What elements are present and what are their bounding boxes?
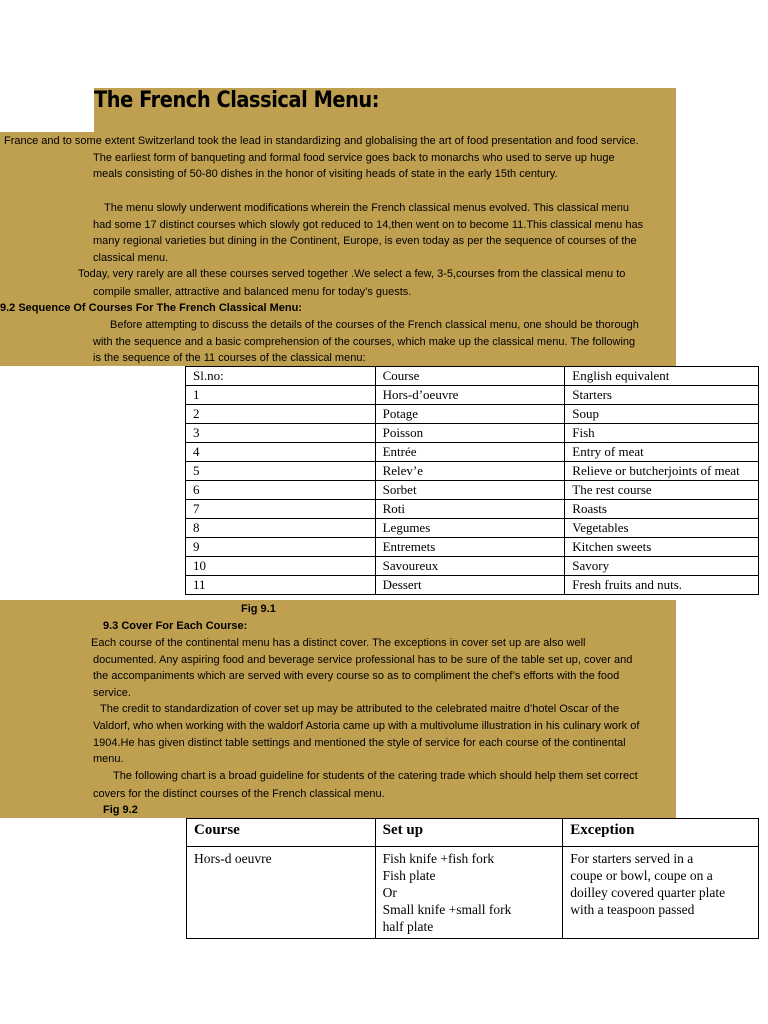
section-9-2-line-3: is the sequence of the 11 courses of the classical menu: bbox=[93, 352, 366, 364]
table-cell: 8 bbox=[186, 519, 376, 538]
section-9-3-line-7: 1904.He has given distinct table settings and mentioned the style of service for each course of the continental bbox=[93, 737, 626, 749]
table-cell: Relev’e bbox=[375, 462, 565, 481]
table-cell: Potage bbox=[375, 405, 565, 424]
table-cell: Relieve or butcherjoints of meat bbox=[565, 462, 759, 481]
table-row bbox=[186, 481, 759, 500]
table-cell: Poisson bbox=[375, 424, 565, 443]
course-cell: Hors-d oeuvre bbox=[187, 847, 376, 939]
intro-line-8: Today, very rarely are all these courses served together .We select a few, 3-5,courses from the classical menu to bbox=[78, 268, 626, 280]
section-9-3-line-4: service. bbox=[93, 687, 131, 699]
intro-line-1: France and to some extent Switzerland took the lead in standardizing and globalising the art of food presentation and food service. bbox=[4, 135, 639, 147]
table-row bbox=[186, 462, 759, 481]
section-9-3-line-5: The credit to standardization of cover set up may be attributed to the celebrated maitre d’hotel Oscar of the bbox=[100, 703, 620, 715]
table-cell: 4 bbox=[186, 443, 376, 462]
table-cell: 3 bbox=[186, 424, 376, 443]
header-cell: Exception bbox=[563, 819, 759, 847]
table-row bbox=[187, 847, 759, 939]
table-row bbox=[186, 443, 759, 462]
section-9-3-line-8: menu. bbox=[93, 753, 124, 765]
table-cell: 7 bbox=[186, 500, 376, 519]
table-cell: Dessert bbox=[375, 576, 565, 595]
intro-line-4: The menu slowly underwent modifications wherein the French classical menus evolved. This classical menu bbox=[104, 202, 629, 214]
table-header-row bbox=[187, 819, 759, 847]
table-row bbox=[186, 519, 759, 538]
section-9-2-line-2: with the sequence and a basic comprehension of the courses, which make up the classical menu. The following bbox=[93, 336, 636, 348]
table-cell: Vegetables bbox=[565, 519, 759, 538]
table-cell: 1 bbox=[186, 386, 376, 405]
intro-line-2: The earliest form of banqueting and formal food service goes back to monarchs who used to serve up huge bbox=[93, 152, 615, 164]
table-row bbox=[186, 557, 759, 576]
table-cell: Roasts bbox=[565, 500, 759, 519]
intro-line-6: many regional varieties but dining in the Continent, Europe, is even today as per the sequence of courses of the bbox=[93, 235, 637, 247]
intro-line-5: had some 17 distinct courses which slowly got reduced to 14,then went on to become 11.This classical menu has bbox=[93, 219, 644, 231]
exception-cell: For starters served in a coupe or bowl, coupe on a doilley covered quarter plate with a teaspoon passed bbox=[563, 847, 759, 939]
section-9-3-line-3: the accompaniments which are served with every course so as to compliment the chef’s efforts with the food bbox=[93, 670, 620, 682]
table-cell: 6 bbox=[186, 481, 376, 500]
table-cell: 5 bbox=[186, 462, 376, 481]
table-header-row bbox=[186, 367, 759, 386]
table-cell: 9 bbox=[186, 538, 376, 557]
section-9-2-heading: 9.2 Sequence Of Courses For The French Classical Menu: bbox=[0, 302, 302, 314]
table-cell: 10 bbox=[186, 557, 376, 576]
intro-line-7: classical menu. bbox=[93, 252, 169, 264]
courses-table bbox=[185, 366, 759, 595]
header-cell: Course bbox=[375, 367, 565, 386]
table-row bbox=[186, 424, 759, 443]
table-cell: Entrée bbox=[375, 443, 565, 462]
section-9-3-line-1: Each course of the continental menu has a distinct cover. The exceptions in cover set up are also well bbox=[91, 637, 586, 649]
table-cell: Hors-d’oeuvre bbox=[375, 386, 565, 405]
table-row bbox=[186, 386, 759, 405]
intro-line-9: compile smaller, attractive and balanced menu for today’s guests. bbox=[93, 286, 412, 298]
table-cell: 11 bbox=[186, 576, 376, 595]
table-cell: The rest course bbox=[565, 481, 759, 500]
table-cell: Entremets bbox=[375, 538, 565, 557]
intro-line-3: meals consisting of 50-80 dishes in the honor of visiting heads of state in the early 15th century. bbox=[93, 168, 558, 180]
table-cell: Soup bbox=[565, 405, 759, 424]
setup-cell: Fish knife +fish fork Fish plate Or Small knife +small fork half plate bbox=[375, 847, 563, 939]
table-cell: 2 bbox=[186, 405, 376, 424]
table-cell: Entry of meat bbox=[565, 443, 759, 462]
table-cell: Starters bbox=[565, 386, 759, 405]
table-row bbox=[186, 576, 759, 595]
header-cell: Course bbox=[187, 819, 376, 847]
table-row bbox=[186, 538, 759, 557]
fig-9-2-caption: Fig 9.2 bbox=[103, 804, 138, 816]
section-9-3-line-9: The following chart is a broad guideline for students of the catering trade which should help them set correct bbox=[113, 770, 638, 782]
table-cell: Savory bbox=[565, 557, 759, 576]
header-cell: Sl.no: bbox=[186, 367, 376, 386]
table-cell: Roti bbox=[375, 500, 565, 519]
page-title: The French Classical Menu: bbox=[94, 88, 380, 113]
table-row bbox=[186, 500, 759, 519]
table-cell: Legumes bbox=[375, 519, 565, 538]
section-9-3-line-6: Valdorf, who when working with the waldorf Astoria came up with a multivolume illustration in his culinary work of bbox=[93, 720, 640, 732]
table-cell: Fish bbox=[565, 424, 759, 443]
table-cell: Fresh fruits and nuts. bbox=[565, 576, 759, 595]
table-row bbox=[186, 405, 759, 424]
header-cell: Set up bbox=[375, 819, 563, 847]
fig-9-1-caption: Fig 9.1 bbox=[241, 603, 276, 615]
header-cell: English equivalent bbox=[565, 367, 759, 386]
cover-table bbox=[186, 818, 759, 939]
section-9-3-heading: 9.3 Cover For Each Course: bbox=[103, 620, 248, 632]
table-cell: Kitchen sweets bbox=[565, 538, 759, 557]
section-9-3-line-2: documented. Any aspiring food and beverage service professional has to be sure of the table set up, cover and bbox=[93, 654, 633, 666]
section-9-3-line-10: covers for the distinct courses of the French classical menu. bbox=[93, 788, 385, 800]
section-9-2-line-1: Before attempting to discuss the details of the courses of the French classical menu, one should be thorough bbox=[110, 319, 639, 331]
table-cell: Sorbet bbox=[375, 481, 565, 500]
table-cell: Savoureux bbox=[375, 557, 565, 576]
